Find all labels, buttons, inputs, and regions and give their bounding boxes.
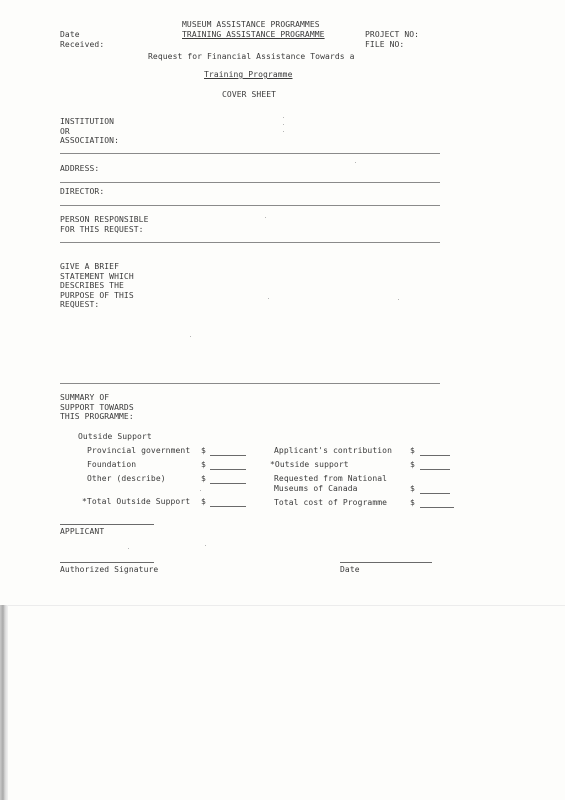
request-title: Request for Financial Assistance Towards a	[148, 52, 355, 61]
director-label: DIRECTOR:	[60, 187, 105, 196]
statement-line[interactable]	[60, 383, 440, 384]
cover-sheet-title: COVER SHEET	[222, 90, 277, 99]
applicant-label: APPLICANT	[60, 527, 105, 536]
institution-label: INSTITUTION OR ASSOCIATION:	[60, 117, 119, 146]
org-title-line2: TRAINING ASSISTANCE PROGRAMME	[182, 30, 325, 39]
currency-symbol: $	[410, 484, 415, 493]
scan-speck	[128, 548, 129, 549]
foundation-amount-field[interactable]	[210, 469, 246, 470]
provincial-government-label: Provincial government	[87, 446, 191, 455]
currency-symbol: $	[410, 460, 415, 469]
scan-speck	[283, 131, 284, 132]
outside-support-heading: Outside Support	[78, 432, 152, 441]
total-cost-field[interactable]	[420, 507, 454, 508]
currency-symbol: $	[201, 497, 206, 506]
summary-label: SUMMARY OF SUPPORT TOWARDS THIS PROGRAMME:	[60, 393, 134, 422]
applicant-contribution-label: Applicant's contribution	[274, 446, 392, 455]
foundation-label: Foundation	[87, 460, 137, 469]
scan-bed-edge	[0, 605, 565, 606]
scan-speck	[200, 490, 201, 491]
scan-speck	[283, 124, 284, 125]
address-label: ADDRESS:	[60, 164, 100, 173]
scan-speck	[355, 162, 356, 163]
scan-speck	[398, 299, 399, 300]
signature-line[interactable]	[60, 562, 154, 563]
date-received-label: Date Received:	[60, 30, 105, 49]
applicant-contribution-field[interactable]	[420, 455, 450, 456]
training-programme-title: Training Programme	[204, 70, 293, 79]
scan-speck	[205, 545, 206, 546]
scan-speck	[265, 217, 266, 218]
person-responsible-label: PERSON RESPONSIBLE FOR THIS REQUEST:	[60, 215, 149, 234]
outside-support-field[interactable]	[420, 469, 450, 470]
statement-label: GIVE A BRIEF STATEMENT WHICH DESCRIBES THE PURPOSE OF THIS REQUEST:	[60, 262, 134, 310]
project-file-label: PROJECT NO: FILE NO:	[365, 30, 420, 49]
total-outside-amount-field[interactable]	[210, 506, 246, 507]
currency-symbol: $	[201, 460, 206, 469]
date-line[interactable]	[340, 562, 432, 563]
provincial-amount-field[interactable]	[210, 455, 246, 456]
scan-speck	[268, 298, 269, 299]
outside-support-label: *Outside support	[270, 460, 349, 469]
requested-nmc-field[interactable]	[420, 493, 450, 494]
authorized-signature-label: Authorized Signature	[60, 565, 159, 574]
currency-symbol: $	[201, 474, 206, 483]
scan-shadow	[0, 605, 8, 800]
currency-symbol: $	[410, 446, 415, 455]
institution-line[interactable]	[60, 153, 440, 154]
currency-symbol: $	[201, 446, 206, 455]
total-outside-support-label: *Total Outside Support	[82, 497, 191, 506]
date-label: Date	[340, 565, 360, 574]
scan-speck	[190, 336, 191, 337]
address-line[interactable]	[60, 182, 440, 183]
org-title-line1: MUSEUM ASSISTANCE PROGRAMMES	[182, 20, 320, 29]
applicant-line[interactable]	[60, 524, 154, 525]
currency-symbol: $	[410, 498, 415, 507]
other-amount-field[interactable]	[210, 483, 246, 484]
requested-nmc-label: Requested from National Museums of Canada	[274, 474, 388, 493]
director-line[interactable]	[60, 205, 440, 206]
scan-speck	[283, 117, 284, 118]
person-responsible-line[interactable]	[60, 242, 440, 243]
other-describe-label: Other (describe)	[87, 474, 166, 483]
total-cost-label: Total cost of Programme	[274, 498, 388, 507]
